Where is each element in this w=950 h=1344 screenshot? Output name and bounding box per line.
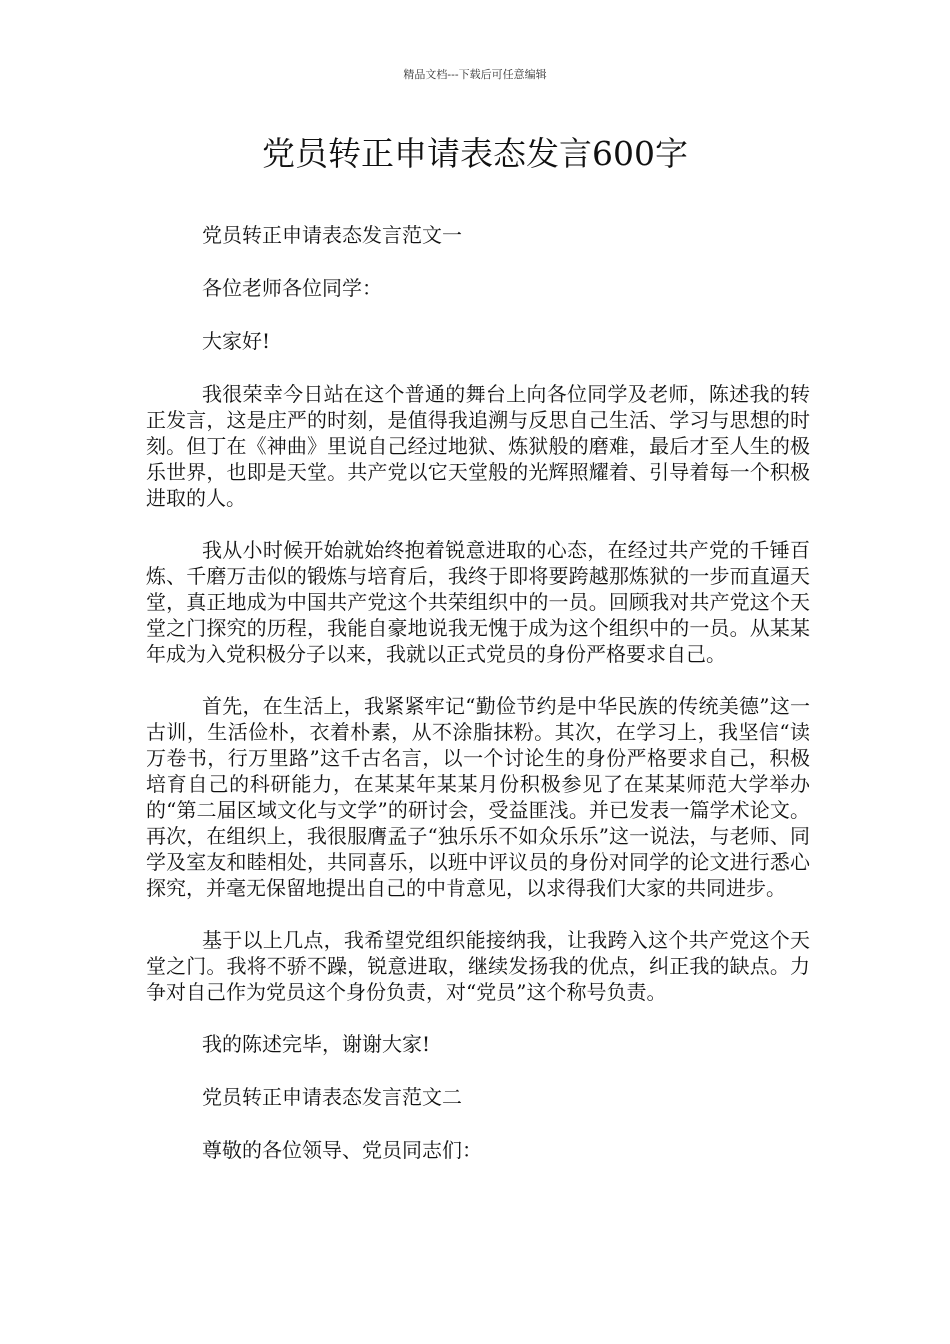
paragraph-1: 我很荣幸今日站在这个普通的舞台上向各位同学及老师，陈述我的转正发言，这是庄严的时刻，是值得我追溯与反思自己生活、学习与思想的时刻。但丁在《神曲》里说自己经过地狱、炼狱般的磨难，最后才至人生的极乐世界，也即是天堂。共产党以它天堂般的光辉照耀着、引导着每一个积极进取的人。 — [146, 382, 810, 510]
section2-heading: 党员转正申请表态发言范文二 — [202, 1085, 462, 1109]
header-note: 精品文档---下载后可任意编辑 — [403, 68, 547, 81]
closing-line: 我的陈述完毕，谢谢大家! — [202, 1032, 431, 1056]
paragraph-4: 基于以上几点，我希望党组织能接纳我，让我跨入这个共产党这个天堂之门。我将不骄不躁，锐意进取，继续发扬我的优点，纠正我的缺点。力争对自己作为党员这个身份负责，对“党员”这个称号负责。 — [146, 928, 810, 1004]
section1-heading: 党员转正申请表态发言范文一 — [202, 223, 462, 247]
greeting: 大家好! — [202, 329, 271, 353]
paragraph-2: 我从小时候开始就始终抱着锐意进取的心态，在经过共产党的千锤百炼、千磨万击似的锻炼与培育后，我终于即将要跨越那炼狱的一步而直逼天堂，真正地成为中国共产党这个共荣组织中的一员。回顾我对共产党这个天堂之门探究的历程，我能自豪地说我无愧于成为这个组织中的一员。从某某年成为入党积极分子以来，我就以正式党员的身份严格要求自己。 — [146, 538, 810, 666]
salutation-1: 各位老师各位同学： — [202, 276, 382, 300]
paragraph-3: 首先，在生活上，我紧紧牢记“勤俭节约是中华民族的传统美德”这一古训，生活俭朴，衣着朴素，从不涂脂抹粉。其次，在学习上，我坚信“读万卷书，行万里路”这千古名言，以一个讨论生的身份严格要求自己，积极培育自己的科研能力，在某某年某某月份积极参见了在某某师范大学举办的“第二届区域文化与文学”的研讨会，受益匪浅。并已发表一篇学术论文。再次，在组织上，我很服膺孟子“独乐乐不如众乐乐”这一说法，与老师、同学及室友和睦相处，共同喜乐，以班中评议员的身份对同学的论文进行悉心探究，并毫无保留地提出自己的中肯意见，以求得我们大家的共同进步。 — [146, 694, 810, 900]
salutation-2: 尊敬的各位领导、党员同志们： — [202, 1138, 482, 1162]
document-title: 党员转正申请表态发言600字 — [262, 134, 688, 173]
document-body — [146, 222, 810, 1190]
